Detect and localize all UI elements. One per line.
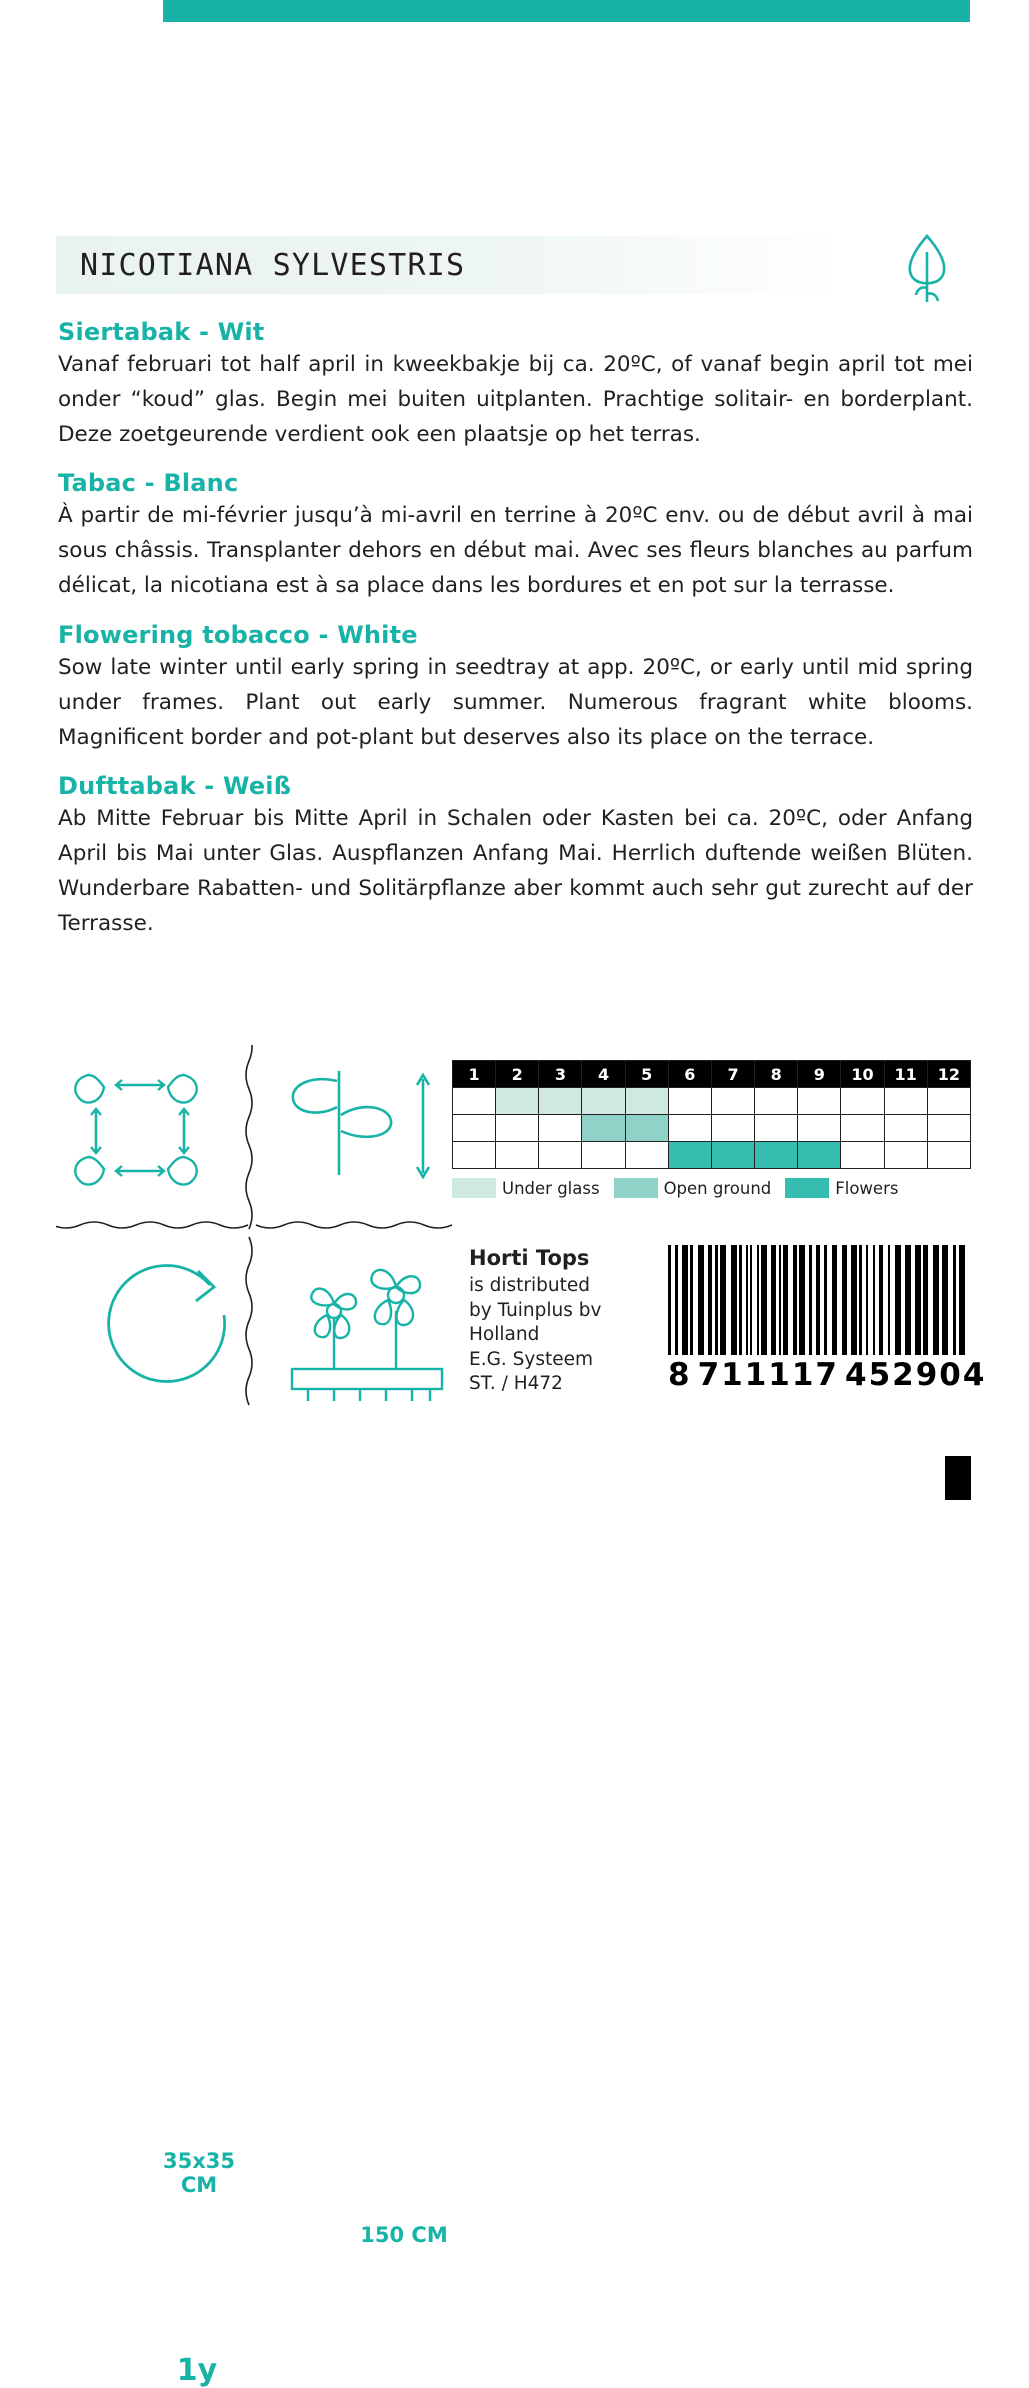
- section-en: [58, 621, 973, 755]
- page-title: NICOTIANA SYLVESTRIS: [80, 248, 466, 283]
- spacing-unit: CM: [180, 2172, 218, 2197]
- legend-swatch-under-glass: [452, 1178, 496, 1198]
- month-cell: 7: [711, 1061, 754, 1088]
- calendar-cell: [927, 1115, 970, 1142]
- calendar-cell: [841, 1088, 884, 1115]
- section-fr: [58, 469, 973, 603]
- brand-line: E.G. Systeem: [469, 1348, 594, 1370]
- barcode-group: 711117: [697, 1357, 839, 1393]
- calendar-cell: [582, 1142, 625, 1169]
- calendar-cell: [496, 1088, 539, 1115]
- calendar-cell: [841, 1142, 884, 1169]
- month-cell: 9: [798, 1061, 841, 1088]
- calendar-cell: [539, 1115, 582, 1142]
- top-accent-bar: [163, 0, 970, 22]
- calendar-cell: [884, 1088, 927, 1115]
- calendar-cell: [625, 1088, 668, 1115]
- spacing-value: 35x35: [163, 2149, 235, 2173]
- height-label: 150 CM: [360, 2223, 448, 2247]
- month-cell: 1: [453, 1061, 496, 1088]
- brand-line: by Tuinplus bv: [469, 1299, 602, 1321]
- month-cell: 5: [625, 1061, 668, 1088]
- month-cell: 8: [755, 1061, 798, 1088]
- calendar-cell: [755, 1088, 798, 1115]
- section-body: À partir de mi-février jusqu’à mi-avril en terrine à 20ºC env. ou de début avril à mai sous châssis. Transplanter dehors en début mai. Avec ses fleurs blanches au parfum délicat, la nicotiana est à sa place dans les bordures et en pot sur la terrasse.: [58, 503, 973, 599]
- calendar-cell: [496, 1142, 539, 1169]
- calendar-cell: [453, 1115, 496, 1142]
- legend-swatch-flowers: [785, 1178, 829, 1198]
- section-body: Ab Mitte Februar bis Mitte April in Schalen oder Kasten bei ca. 20ºC, oder Anfang April bis Mai unter Glas. Auspflanzen Anfang Mai. Herrlich duftende weißen Blüten. Wunderbare Rabatten- und Solitärpflanze aber kommt auch sehr gut zurecht auf der Terrasse.: [58, 806, 973, 936]
- calendar-cell: [755, 1142, 798, 1169]
- brand-line: ST. / H472: [469, 1373, 563, 1395]
- barcode-group: 8: [668, 1357, 692, 1393]
- calendar-cell: [668, 1142, 711, 1169]
- barcode-bars: [668, 1245, 973, 1355]
- calendar-cell: [798, 1115, 841, 1142]
- calendar-cell: [841, 1115, 884, 1142]
- calendar-cell: [711, 1115, 754, 1142]
- calendar-cell: [884, 1115, 927, 1142]
- calendar-cell: [496, 1115, 539, 1142]
- calendar-cell: [711, 1088, 754, 1115]
- calendar-cell: [884, 1142, 927, 1169]
- calendar-cell: [539, 1142, 582, 1169]
- calendar-cell: [625, 1115, 668, 1142]
- month-cell: 3: [539, 1061, 582, 1088]
- calendar-cell: [668, 1088, 711, 1115]
- calendar-cell: [927, 1088, 970, 1115]
- calendar-row-under-glass: [453, 1088, 971, 1115]
- height-icon: [271, 1053, 461, 1213]
- section-body: Vanaf februari tot half april in kweekbakje bij ca. 20ºC, of vanaf begin april tot mei onder “koud” glas. Begin mei buiten uitplanten. Prachtige solitair- en borderplant. Deze zoetgeurende verdient ook een plaatsje op het terras.: [58, 352, 973, 447]
- section-heading: Tabac - Blanc: [58, 469, 239, 498]
- section-de: [58, 772, 973, 941]
- brand-line: is distributed: [469, 1274, 591, 1296]
- calendar-legend: [452, 1178, 971, 1198]
- month-cell: 10: [841, 1061, 884, 1088]
- legend-item-under-glass: [452, 1178, 600, 1198]
- month-cell: 4: [582, 1061, 625, 1088]
- spacing-label: [134, 2150, 264, 2197]
- calendar-cell: [798, 1142, 841, 1169]
- bottom-register-mark: [945, 1456, 971, 1500]
- leaf-icon: [891, 230, 963, 310]
- calendar-row-open-ground: [453, 1115, 971, 1142]
- legend-swatch-open-ground: [614, 1178, 658, 1198]
- calendar-cell: [582, 1115, 625, 1142]
- calendar-header-row: [453, 1061, 971, 1088]
- calendar-row-flowers: [453, 1142, 971, 1169]
- section-heading: Siertabak - Wit: [58, 318, 265, 346]
- section-body: Sow late winter until early spring in seedtray at app. 20ºC, or early until mid spring under frames. Plant out early summer. Numerous fragrant white blooms. Magnificent border and pot-plant but deserves also its place on the terrace.: [58, 654, 973, 750]
- sowing-calendar: [452, 1060, 971, 1169]
- calendar-cell: [755, 1115, 798, 1142]
- month-cell: 12: [927, 1061, 970, 1088]
- brand-info: [469, 1245, 659, 1397]
- calendar-cell: [927, 1142, 970, 1169]
- description-blocks: [58, 318, 973, 959]
- barcode-group: 452904: [845, 1357, 987, 1393]
- section-heading: Dufttabak - Weiß: [58, 772, 292, 801]
- month-cell: 11: [884, 1061, 927, 1088]
- calendar-cell: [668, 1115, 711, 1142]
- calendar-cell: [625, 1142, 668, 1169]
- legend-item-open-ground: [614, 1178, 772, 1198]
- section-heading: Flowering tobacco - White: [58, 620, 418, 649]
- brand-name: Horti Tops: [469, 1246, 590, 1270]
- month-cell: 6: [668, 1061, 711, 1088]
- lifecycle-icon: [80, 1243, 270, 1413]
- spacing-icon: [66, 1053, 256, 1223]
- barcode: [668, 1245, 987, 1393]
- calendar-cell: [711, 1142, 754, 1169]
- legend-item-flowers: [785, 1178, 898, 1198]
- calendar-table: [452, 1060, 971, 1169]
- section-nl: [58, 318, 973, 452]
- legend-label: Under glass: [502, 1178, 600, 1198]
- month-cell: 2: [496, 1061, 539, 1088]
- calendar-cell: [798, 1088, 841, 1115]
- legend-label: Flowers: [835, 1178, 899, 1198]
- brand-line: Holland: [469, 1324, 540, 1346]
- legend-label: Open ground: [663, 1178, 772, 1198]
- title-row: [56, 236, 971, 294]
- calendar-cell: [539, 1088, 582, 1115]
- calendar-cell: [453, 1142, 496, 1169]
- lifecycle-label: 1y: [176, 2353, 218, 2388]
- calendar-cell: [582, 1088, 625, 1115]
- calendar-cell: [453, 1088, 496, 1115]
- border-plant-icon: [278, 1243, 468, 1413]
- barcode-number: [668, 1357, 987, 1393]
